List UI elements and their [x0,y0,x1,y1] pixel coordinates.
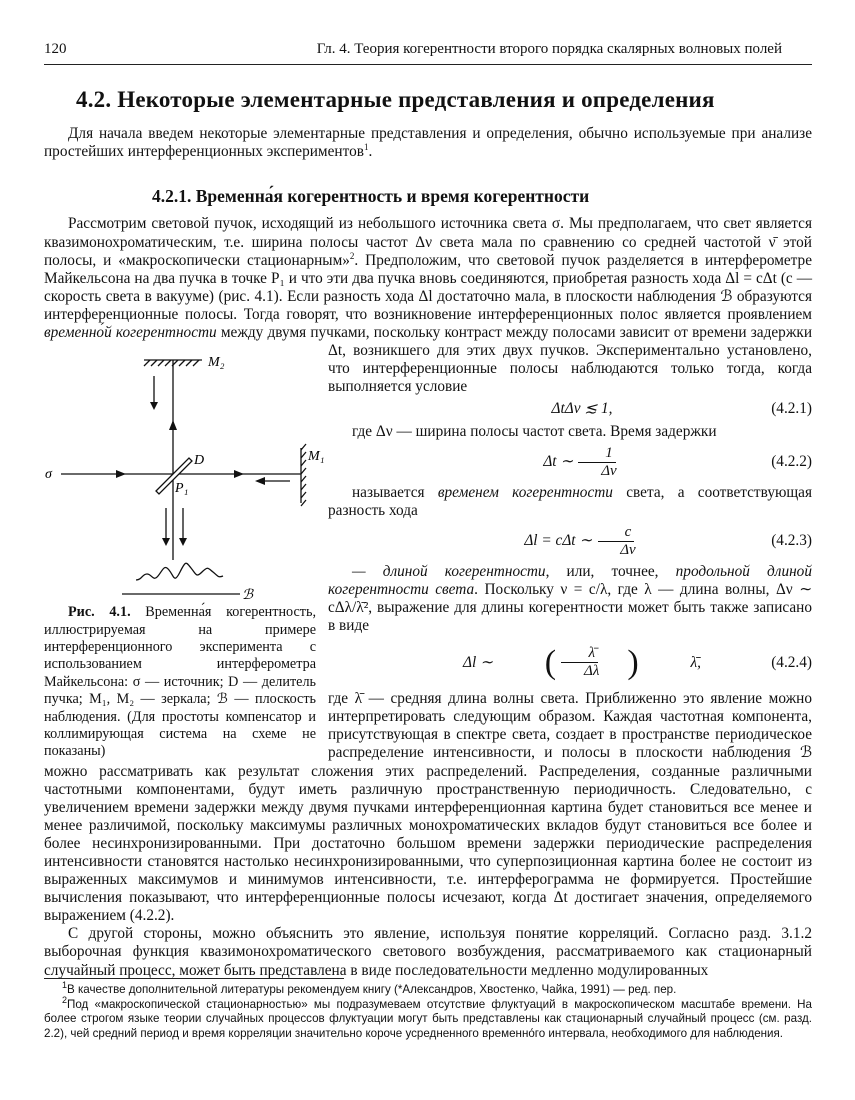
footnotes [44,978,812,1041]
intro-paragraph: Для начала введем некоторые элементарные представления и определения, обычно используемые при анализе простейших интерференционных экспериментов$^1$. [44,125,812,161]
running-header [44,40,812,65]
subsection-title: 4.2.1. Временна́я когерентность и время когерентности [152,186,590,207]
equation-4-2-2: Δt ∼ $\frac{1}{\Delta\nu}$ (4.2.2) [543,444,812,479]
label-p1: P₁ [175,481,189,497]
running-title: Гл. 4. Теория когерентности второго порядка скалярных волновых полей [316,41,782,57]
label-b: ℬ [242,588,254,604]
page [44,40,812,980]
footnote-ref[interactable]: 2 [349,250,355,261]
section-title: 4.2. Некоторые элементарные представления и определения [76,87,715,113]
michelson-interferometer-diagram [44,350,325,604]
figure-caption: Рис. 4.1. Временна́я когерентность, иллюстрируемая на примере интерференционного эксперимента с использованием интерферометра Майкельсона: σ — источник; D — делитель пучка; M₁, M₂ — зеркала; ℬ — плоскость наблюдения. (Для простоты компенсатор и коллимирующая система на схеме не показаны) [44,604,316,760]
body-paragraph: С другой стороны, можно объяснить это явление, используя понятие корреляций. Согласно разд. 3.1.2 выборочная функция квазимонохроматического светового возбуждения, рассматриваемого как стационарный случайный процесс, может быть представлена в виде последовательности медленно модулированных [44,925,812,979]
mirror-m2-hatch [144,360,199,366]
footnote-1: $^1$В качестве дополнительной литературы рекомендуем книгу (*Александров, Хвостенко, Чайка, 1991) — ред. пер. [62,980,677,996]
figure-4-1 [44,350,325,761]
equation-4-2-1: ΔtΔν ≲ 1, (4.2.1) [551,400,812,418]
label-m1: M₁ [308,449,325,465]
footnote-rule [44,978,344,979]
footnote-2: $^2$Под «макроскопической стационарностью» мы подразумеваем отсутствие флуктуаций в макроскопическом масштабе времени. На более строгом языке теории случайных процессов флуктуации могут быть представлены как стационарный случайный процесс (см. разд. 2.2), чей средний период и время корреляции значительно короче усредненного временно́го интервала, необходимого для наблюдения. [44,994,812,1040]
label-m2: M₂ [208,355,225,371]
label-sigma: σ [45,467,52,483]
body-paragraph: Рассмотрим световой пучок, исходящий из небольшого источника света σ. Мы предполагаем, что свет является квазимонохроматическим, т.е. ширина полосы частот Δν света мала по сравнению со средней частотой ν̄ этой полосы, и «макроскопически стационарным»$^2$. Предположим, что световой пучок разделяется в интерферометре Майкельсона на два пучка в точке P₁ и что эти два пучка вновь соединяются, приобретая разность хода Δl = cΔt (c — скорость света в вакууме) (рис. 4.1). Если разность хода Δl достаточно мала, в плоскости наблюдения ℬ образуются интерференционные полосы. Тогда говорят, что возникновение интерференционных полос является проявлением временно́й когерентности между двумя пучками, поскольку контраст между полосами зависит от времени задержки Δt, возникшего для этих M₂ M₁ D P₁ σ ℬ Рис. 4.1. Временна́я когерентность, иллюстрируемая на примере интерференционного эксперимента с использованием интерферометра Майкельсона: σ — источник; D — делитель пучка; M₁, M₂ — зеркала; ℬ — плоскость наблюдения. (Для простоты компенсатор и коллимирующая система на схеме не показаны) двух пучков. Экспериментально установлено, что интерференционные полосы наблюдаются только тогда, когда выполняется условие ΔtΔν ≲ 1, (4.2.1) где Δν — ширина полосы частот света. Время задержки Δt ∼ $\frac{1}{\Delta\nu}$ (4.2.2) называется временем когерентности света, а соответствующая разность хода Δl = cΔt ∼ $\frac{c}{\Delta\nu}$ (4.2.3) — длиной когерентности, или, точнее, продольной длиной когерентности света. Поскольку ν = c/λ, где λ — длина волны, Δν ∼ cΔλ/λ̄², выражение для длины когерентности может быть также записано в виде Δl ∼ ( $\frac{\lambdā}{\Delta\lambda}$ ) λ̄, (4.2.4) где λ̄ — средняя длина волны света. Приближенно это явление можно интерпретировать следующим образом. Каждая частотная компонента, присутствующая в спектре света, создает в пространстве периодическое распределение интенсивности, и полосы в плоскости наблюдения ℬ можно рассматривать как результат сложения этих распределений. Распределения, созданные различными частотными компонентами, будут иметь различную пространственную периодичность. Следовательно, с увеличением времени задержки между двумя пучками интерференционная картина будет становиться все менее и менее различимой, поскольку максимумы различных монохроматических вкладов будут становиться все более и более несинхронизированными. При достаточно большом времени задержки периодические распределения интенсивности становятся настолько несинхронизированными, что суперпозиционная картина более не состоит из выраженных максимумов и минимумов интенсивности, т.е. интерферограмма не формируется. Простейшие вычисления показывают, что интерференционные полосы исчезают, когда Δt достигает значения, определяемого выражением (4.2.2). [44,215,813,925]
equation-4-2-3: Δl = cΔt ∼ $\frac{c}{\Delta\nu}$ (4.2.3) [524,523,812,558]
footnote-ref[interactable]: 1 [363,142,369,153]
label-d: D [194,453,205,469]
equation-4-2-4: Δl ∼ ( $\frac{\lambdā}{\Delta\lambda}$ ) λ̄, (4.2.4) [463,643,812,681]
page-number: 120 [44,41,67,57]
